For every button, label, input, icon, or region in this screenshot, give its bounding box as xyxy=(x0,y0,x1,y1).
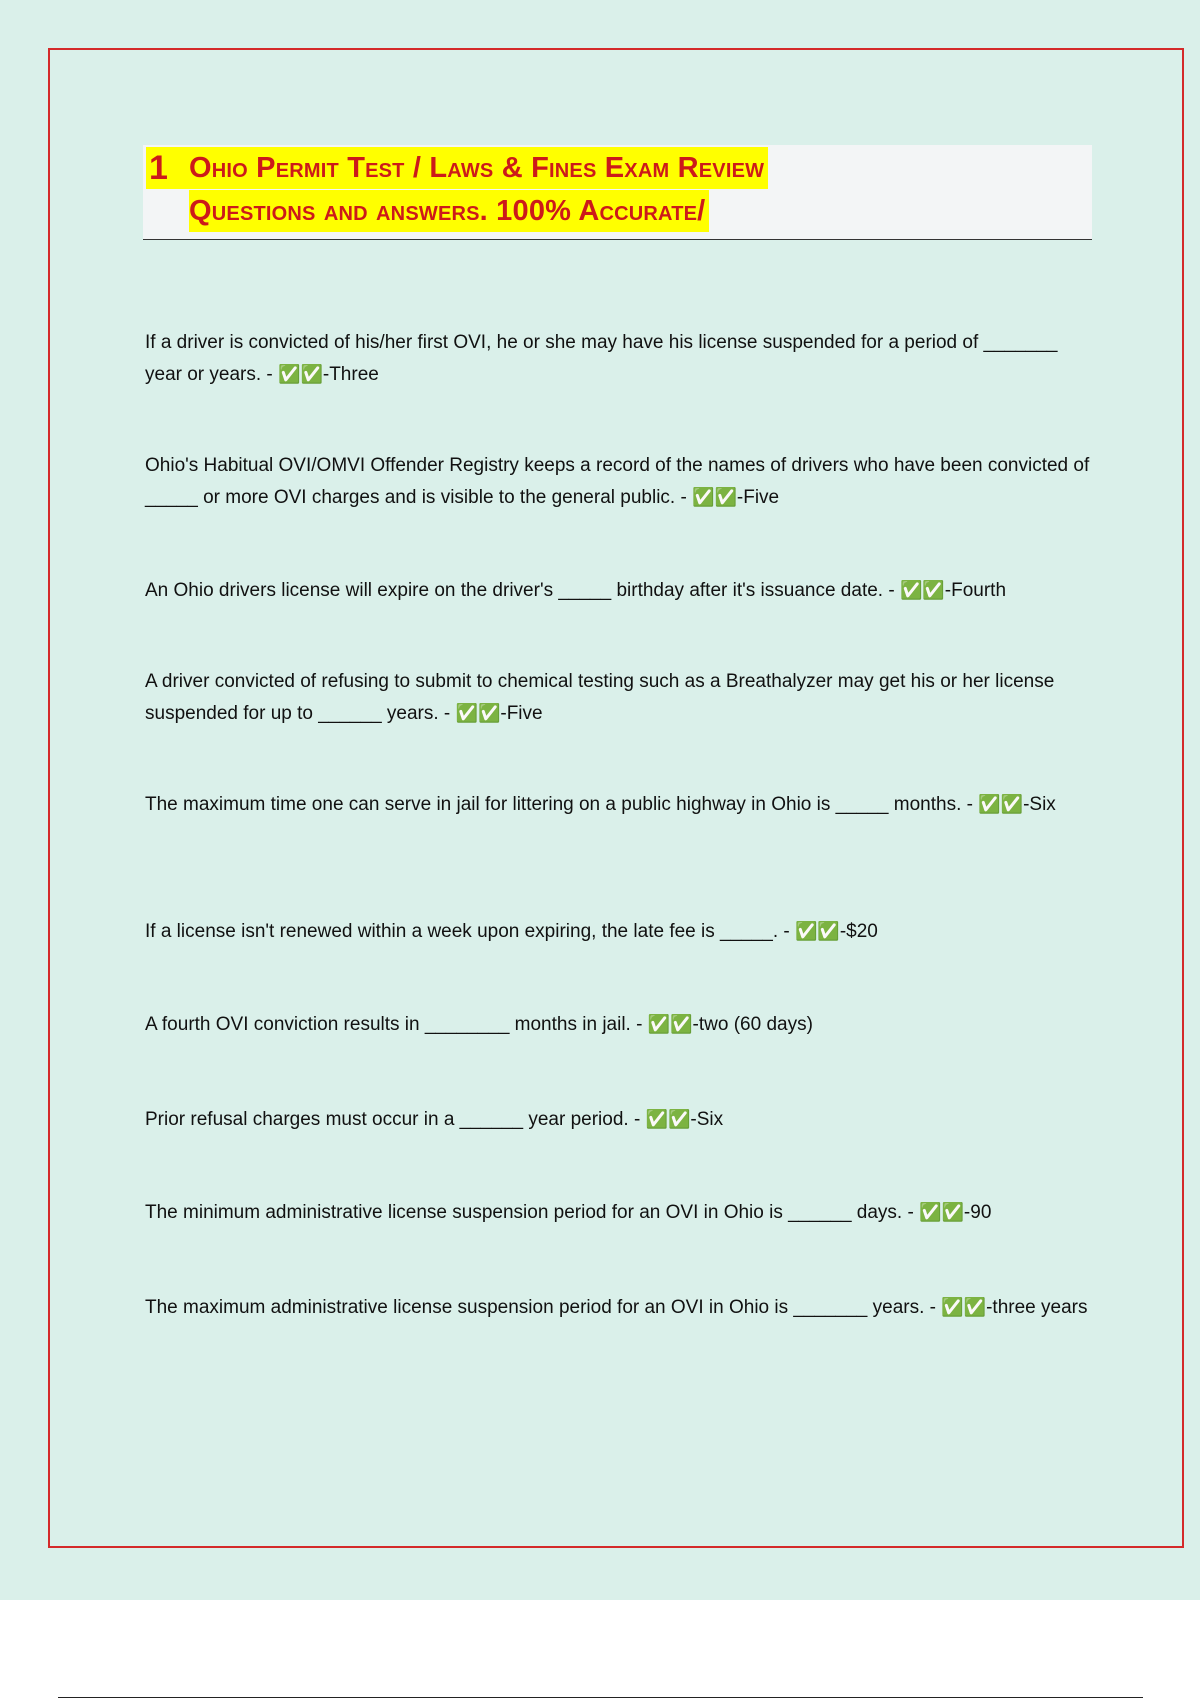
answer-text: -two (60 days) xyxy=(692,1014,813,1035)
double-check-icon: ✅✅ xyxy=(919,1202,964,1223)
double-check-icon: ✅✅ xyxy=(647,1014,693,1035)
answer-text: -Six xyxy=(1023,794,1056,815)
document-heading xyxy=(143,145,1092,240)
answer-text: -Five xyxy=(736,487,780,508)
answer-text: -90 xyxy=(963,1202,992,1223)
answer-text: -Fourth xyxy=(944,580,1007,601)
double-check-icon: ✅✅ xyxy=(455,703,501,724)
question-text: The minimum administrative license suspension period for an OVI in Ohio is ______ days. - xyxy=(145,1202,920,1223)
qa-item xyxy=(145,1197,1095,1229)
answer-text: -$20 xyxy=(839,921,878,942)
qa-item xyxy=(145,1292,1095,1324)
double-check-icon: ✅✅ xyxy=(278,364,323,385)
heading-title-line-2: Questions and answers. 100% Accurate/ xyxy=(189,190,709,232)
footer-divider xyxy=(58,1697,1143,1698)
qa-item xyxy=(145,1009,1095,1041)
qa-item xyxy=(145,666,1095,730)
question-text: The maximum administrative license suspension period for an OVI in Ohio is _______ years. - xyxy=(145,1297,942,1318)
qa-item xyxy=(145,575,1095,607)
question-text: A fourth OVI conviction results in ________ months in jail. - xyxy=(145,1014,648,1035)
question-text: If a license isn't renewed within a week upon expiring, the late fee is _____. - xyxy=(145,921,796,942)
double-check-icon: ✅✅ xyxy=(978,794,1024,815)
heading-number: 1 xyxy=(146,147,191,189)
question-text: An Ohio drivers license will expire on the driver's _____ birthday after it's issuance date. - xyxy=(145,580,900,601)
double-check-icon: ✅✅ xyxy=(795,921,840,942)
question-text: Prior refusal charges must occur in a ______ year period. - xyxy=(145,1109,646,1130)
qa-item xyxy=(145,789,1095,821)
answer-text: -Three xyxy=(322,364,379,385)
qa-item xyxy=(145,916,1095,948)
question-text: Ohio's Habitual OVI/OMVI Offender Registry keeps a record of the names of drivers who have been convicted of _____ or more OVI charges and is visible to the general public. - xyxy=(145,455,1090,508)
question-text: If a driver is convicted of his/her first OVI, he or she may have his license suspended for a period of _______ year or years. - xyxy=(145,332,1058,385)
double-check-icon: ✅✅ xyxy=(692,487,737,508)
question-text: The maximum time one can serve in jail for littering on a public highway in Ohio is _____ months. - xyxy=(145,794,979,815)
answer-text: -three years xyxy=(986,1297,1088,1318)
double-check-icon: ✅✅ xyxy=(645,1109,691,1130)
answer-text: -Six xyxy=(690,1109,724,1130)
question-text: A driver convicted of refusing to submit to chemical testing such as a Breathalyzer may get his or her license suspended for up to ______ years. - xyxy=(145,671,1055,724)
qa-item xyxy=(145,1104,1095,1136)
answer-text: -Five xyxy=(500,703,543,724)
double-check-icon: ✅✅ xyxy=(899,580,945,601)
qa-item xyxy=(145,450,1095,514)
double-check-icon: ✅✅ xyxy=(941,1297,987,1318)
qa-item xyxy=(145,327,1095,391)
heading-title-line-1: Ohio Permit Test / Laws & Fines Exam Review xyxy=(189,147,768,189)
